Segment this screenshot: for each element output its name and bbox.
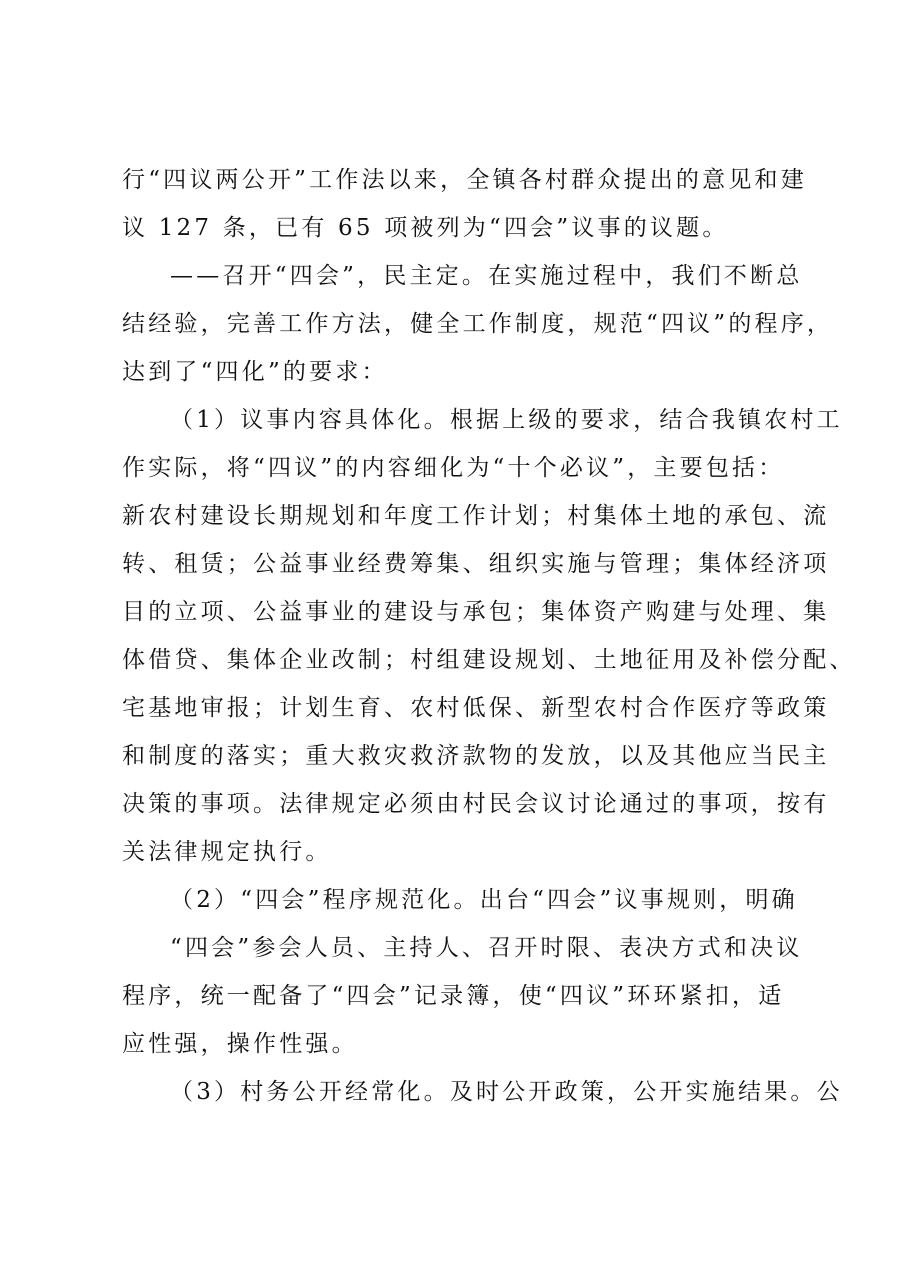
text-line: 宅基地审报；计划生育、农村低保、新型农村合作医疗等政策 [122,695,830,721]
text-line: 关法律规定执行。 [122,839,332,865]
text-line: 作实际，将“四议”的内容细化为“十个必议”，主要包括： [122,455,785,481]
text-line: 议 127 条，已有 65 项被列为“四会”议事的议题。 [122,215,729,241]
paragraph-first-line: （1）议事内容具体化。根据上级的要求，结合我镇农村工 [170,407,843,433]
paragraph-first-line: （2）“四会”程序规范化。出台“四会”议事规则，明确 [170,887,798,913]
text-line: 达到了“四化”的要求： [122,359,388,385]
text-line: 结经验，完善工作方法，健全工作制度，规范“四议”的程序， [122,311,834,337]
text-line: 应性强，操作性强。 [122,1031,358,1057]
text-line: “四会”参会人员、主持人、召开时限、表决方式和决议 [170,935,803,961]
text-line: 决策的事项。法律规定必须由村民会议讨论通过的事项，按有 [122,791,830,817]
text-line: 和制度的落实；重大救灾救济款物的发放，以及其他应当民主 [122,743,830,769]
paragraph-first-line: ——召开“四会”，民主定。在实施过程中，我们不断总 [170,263,803,289]
text-line: 目的立项、公益事业的建设与承包；集体资产购建与处理、集 [122,599,830,625]
text-line: 新农村建设长期规划和年度工作计划；村集体土地的承包、流 [122,503,830,529]
text-line: 转、租赁；公益事业经费筹集、组织实施与管理；集体经济项 [122,551,830,577]
document-body [122,156,856,1116]
text-line: 体借贷、集体企业改制；村组建设规划、土地征用及补偿分配、 [122,647,856,673]
text-line: 行“四议两公开”工作法以来，全镇各村群众提出的意见和建 [122,167,807,193]
paragraph-first-line: （3）村务公开经常化。及时公开政策，公开实施结果。公 [170,1079,843,1105]
text-line: 程序，统一配备了“四会”记录簿，使“四议”环环紧扣，适 [122,983,785,1009]
